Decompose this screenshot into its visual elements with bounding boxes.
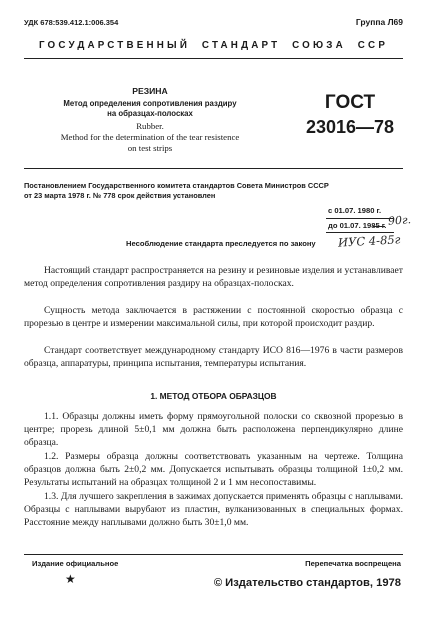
validity-to-strike [373, 226, 385, 227]
section-1-heading: 1. МЕТОД ОТБОРА ОБРАЗЦОВ [150, 391, 277, 401]
intro-paragraph-1: Настоящий стандарт распространяется на резину и резиновые изделия и устанавливает метод определения сопротивления раздиру на образцах-полосках. [24, 265, 403, 290]
intro-paragraph-2: Сущность метода заключается в растяжении с постоянной скоростью образца с прорезью в центре и измерении максимальной силы, при которой происходит раздир. [24, 305, 403, 330]
title-en-line3: on test strips [127, 143, 173, 153]
noncompliance-notice: Несоблюдение стандарта преследуется по закону [126, 239, 316, 248]
decree-line2: от 23 марта 1978 г. № 778 срок действия установлен [24, 191, 216, 200]
validity-from: с 01.07. 1980 г. [328, 206, 382, 215]
standard-subject: РЕЗИНА [132, 86, 168, 96]
section-1-paragraph-3: 1.3. Для лучшего закрепления в зажимах допускается применять образцы с наплывами. Образцы с наплывами вырубают из пластин, вулканизованных в специальных формах. Расстояние между наплывами должно быть 30±1,0 мм. [24, 491, 403, 529]
publisher-copyright: © Издательство стандартов, 1978 [213, 577, 401, 589]
state-standard-banner: ГОСУДАРСТВЕННЫЙ СТАНДАРТ СОЮЗА ССР [38, 40, 389, 51]
validity-from-underline [326, 218, 394, 219]
handwritten-amendment-note: ИУС 4-85г [337, 232, 401, 250]
gost-number: 23016—78 [305, 117, 395, 137]
group-code: Группа Л69 [355, 17, 403, 27]
handwritten-extension-year: 90г. [387, 213, 412, 228]
title-en-line2: Method for the determination of the tear resistence [60, 132, 240, 142]
official-edition-label: Издание официальное [32, 559, 119, 568]
intro-paragraph-3: Стандарт соответствует международному стандарту ИСО 816—1976 в части размеров образца, аппаратуры, принципа испытания, температуры испытания. [24, 345, 403, 370]
title-ru-line1: Метод определения сопротивления раздиру [63, 99, 237, 108]
section-1-paragraph-1: 1.1. Образцы должны иметь форму прямоугольной полоски со сквозной прорезью в центре; прорезь длиной 5±0,1 мм должна быть расположена перпендикулярно длине образца. [24, 411, 403, 449]
decree-line1: Постановлением Государственного комитета стандартов Совета Министров СССР [24, 181, 329, 190]
title-rule [24, 168, 403, 169]
footer-rule [24, 554, 403, 555]
reprint-prohibited-label: Перепечатка воспрещена [305, 559, 401, 568]
title-en-line1: Rubber. [136, 121, 164, 131]
star-icon: ★ [65, 572, 76, 586]
udc-code: УДК 678:539.412.1:006.354 [24, 18, 119, 27]
section-1-paragraph-2: 1.2. Размеры образца должны соответствовать указанным на чертеже. Толщина образцов должна быть 2±0,2 мм. Допускается испытывать образцы толщиной 1±0,2 мм. Результаты испытаний на образцах толщиной 2 и 1 мм несопоставимы. [24, 451, 403, 489]
header-rule [24, 58, 403, 59]
validity-to: до 01.07. 1985 г. [328, 221, 387, 230]
gost-label: ГОСТ [324, 92, 376, 113]
title-ru-line2: на образцах-полосках [107, 109, 193, 118]
